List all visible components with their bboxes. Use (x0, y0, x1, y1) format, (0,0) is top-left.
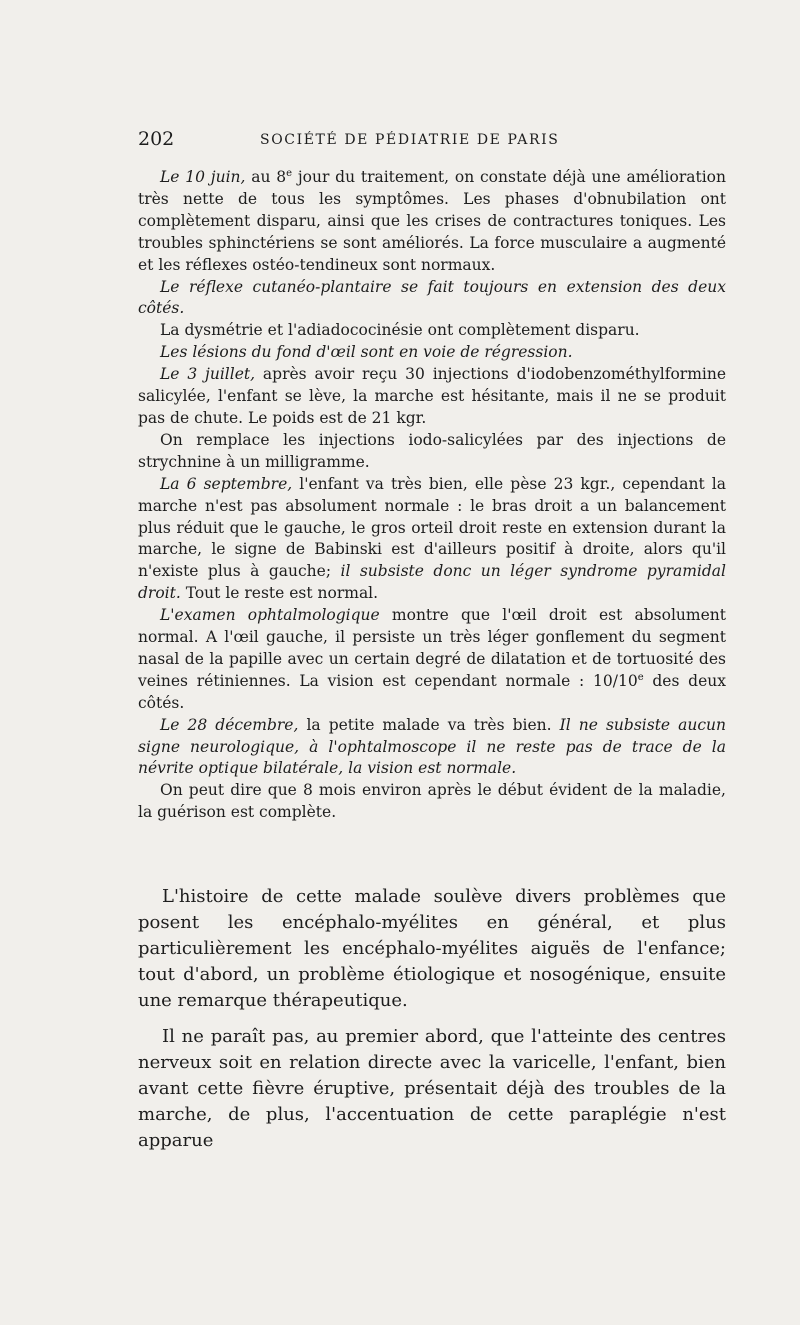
page-number: 202 (138, 128, 175, 150)
paragraph: Il ne paraît pas, au premier abord, que l'atteinte des centres nerveux soit en relation directe avec la varicelle, l'enfant, bien avant cette fièvre éruptive, présentait déjà des troubles de la marche, de plus, l'accentuation de cette paraplégie n'est apparue (138, 1026, 726, 1151)
paragraph: On peut dire que 8 mois environ après le début évident de la maladie, la guérison est complète. (138, 781, 726, 822)
paragraph: L'examen ophtalmologique montre que l'œil droit est absolument normal. A l'œil gauche, il persiste un très léger gonflement du segment nasal de la papille avec un certain degré de dilatation et de tortuosité des veines rétiniennes. La vision est cependant normale : 10/10e des deux côtés. (138, 606, 726, 712)
paragraph: L'histoire de cette malade soulève divers problèmes que posent les encéphalo-myélites en général, et plus particulièrement les encéphalo-myélites aiguës de l'enfance; tout d'abord, un problème étiologique et nosogénique, ensuite une remarque thérapeutique. (138, 886, 726, 1011)
case-notes (138, 167, 726, 824)
paragraph: Les lésions du fond d'œil sont en voie de régression. (160, 343, 573, 362)
paragraph: Le 3 juillet, après avoir reçu 30 injections d'iodobenzométhylformine salicylée, l'enfant se lève, la marche est hésitante, mais il ne se produit pas de chute. Le poids est de 21 kgr. (138, 365, 727, 427)
discussion-text (138, 884, 726, 1164)
paragraph: Le 28 décembre, la petite malade va très bien. Il ne subsiste aucun signe neurologique, à l'ophtalmoscope il ne reste pas de trace de la névrite optique bilatérale, la vision est normale. (138, 715, 727, 778)
paragraph: La 6 septembre, l'enfant va très bien, elle pèse 23 kgr., cependant la marche n'est pas absolument normale : le bras droit a un balancement plus réduit que le gauche, le gros orteil droit reste en extension durant la marche, le signe de Babinski est d'ailleurs positif à droite, alors qu'il n'existe plus à gauche; il subsiste donc un léger syndrome pyramidal droit. Tout le reste est normal. (138, 474, 726, 603)
paragraph: Le réflexe cutanéo-plantaire se fait toujours en extension des deux côtés. (138, 277, 726, 318)
paragraph: On remplace les injections iodo-salicylées par des injections de strychnine à un milligramme. (138, 430, 726, 471)
running-head: SOCIÉTÉ DE PÉDIATRIE DE PARIS (260, 132, 560, 148)
paragraph: Le 10 juin, au 8e jour du traitement, on constate déjà une amélioration très nette de tous les symptômes. Les phases d'obnubilation ont complètement disparu, ainsi que les crises de contractures toniques. Les troubles sphinctériens se sont améliorés. La force musculaire a augmenté et les réflexes ostéo-tendineux sont normaux. (138, 167, 726, 274)
page-header (138, 128, 726, 158)
paragraph: La dysmétrie et l'adiadococinésie ont complètement disparu. (160, 321, 640, 340)
